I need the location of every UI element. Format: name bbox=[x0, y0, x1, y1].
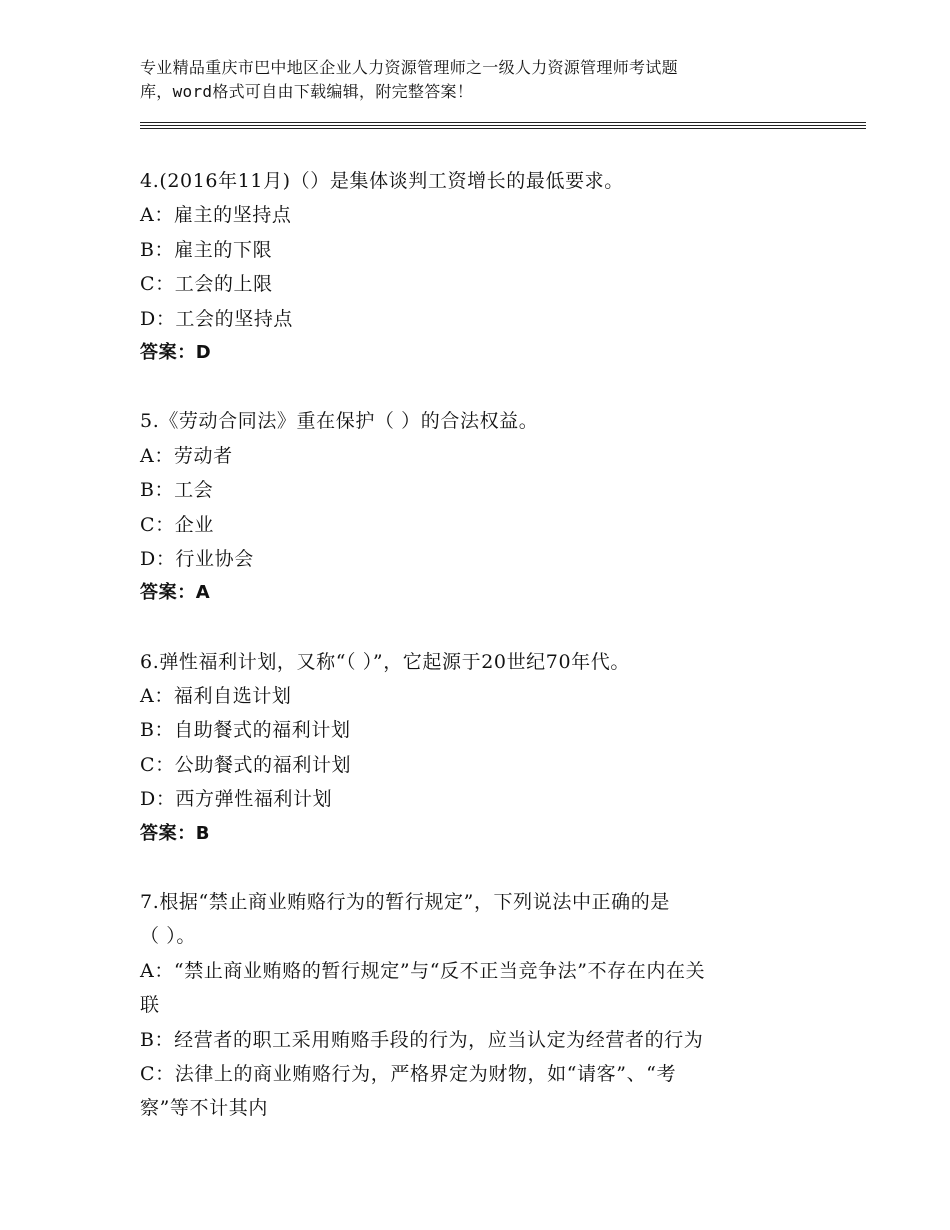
option-c: C：企业 bbox=[140, 513, 214, 536]
option-d: D：工会的坚持点 bbox=[140, 307, 294, 330]
option-b: B：自助餐式的福利计划 bbox=[140, 719, 351, 742]
question-6 bbox=[140, 645, 820, 851]
answer-label: 答案：D bbox=[140, 341, 212, 363]
question-7 bbox=[140, 885, 820, 1126]
option-b: B：雇主的下限 bbox=[140, 238, 273, 261]
header-divider-line bbox=[140, 125, 866, 126]
option-a: A：福利自选计划 bbox=[140, 685, 292, 708]
option-c: C：公助餐式的福利计划 bbox=[140, 753, 352, 776]
option-d: D：行业协会 bbox=[140, 547, 254, 570]
document-header bbox=[140, 56, 820, 104]
option-b: B：经营者的职工采用贿赂手段的行为，应当认定为经营者的行为 bbox=[140, 1028, 704, 1051]
question-4 bbox=[140, 164, 820, 370]
option-c-continued: 察”等不计其内 bbox=[140, 1097, 268, 1120]
header-line-2: 库，word格式可自由下载编辑，附完整答案！ bbox=[140, 82, 474, 101]
question-list bbox=[140, 164, 820, 1160]
option-b: B：工会 bbox=[140, 479, 214, 502]
answer-label: 答案：A bbox=[140, 582, 211, 604]
header-line-1: 专业精品重庆市巴中地区企业人力资源管理师之一级人力资源管理师考试题 bbox=[140, 58, 678, 77]
option-a: A：劳动者 bbox=[140, 444, 233, 467]
option-d: D：西方弹性福利计划 bbox=[140, 788, 333, 811]
option-a: A：雇主的坚持点 bbox=[140, 204, 292, 227]
option-c: C：法律上的商业贿赂行为，严格界定为财物，如“请客”、“考 bbox=[140, 1062, 677, 1085]
question-stem-continued: （ ）。 bbox=[140, 925, 196, 948]
header-divider-line bbox=[140, 122, 866, 123]
question-5 bbox=[140, 404, 820, 610]
question-stem: 5.《劳动合同法》重在保护（ ）的合法权益。 bbox=[140, 410, 539, 433]
option-a-continued: 联 bbox=[140, 994, 160, 1017]
question-stem: 6.弹性福利计划，又称“（ ）”，它起源于20世纪70年代。 bbox=[140, 650, 630, 673]
header-divider-line bbox=[140, 128, 866, 129]
answer-label: 答案：B bbox=[140, 822, 211, 844]
question-stem: 7.根据“禁止商业贿赂行为的暂行规定”，下列说法中正确的是 bbox=[140, 891, 670, 914]
option-a: A：“禁止商业贿赂的暂行规定”与“反不正当竞争法”不存在内在关 bbox=[140, 959, 706, 982]
question-stem: 4.(2016年11月)（）是集体谈判工资增长的最低要求。 bbox=[140, 170, 624, 192]
option-c: C：工会的上限 bbox=[140, 273, 273, 296]
